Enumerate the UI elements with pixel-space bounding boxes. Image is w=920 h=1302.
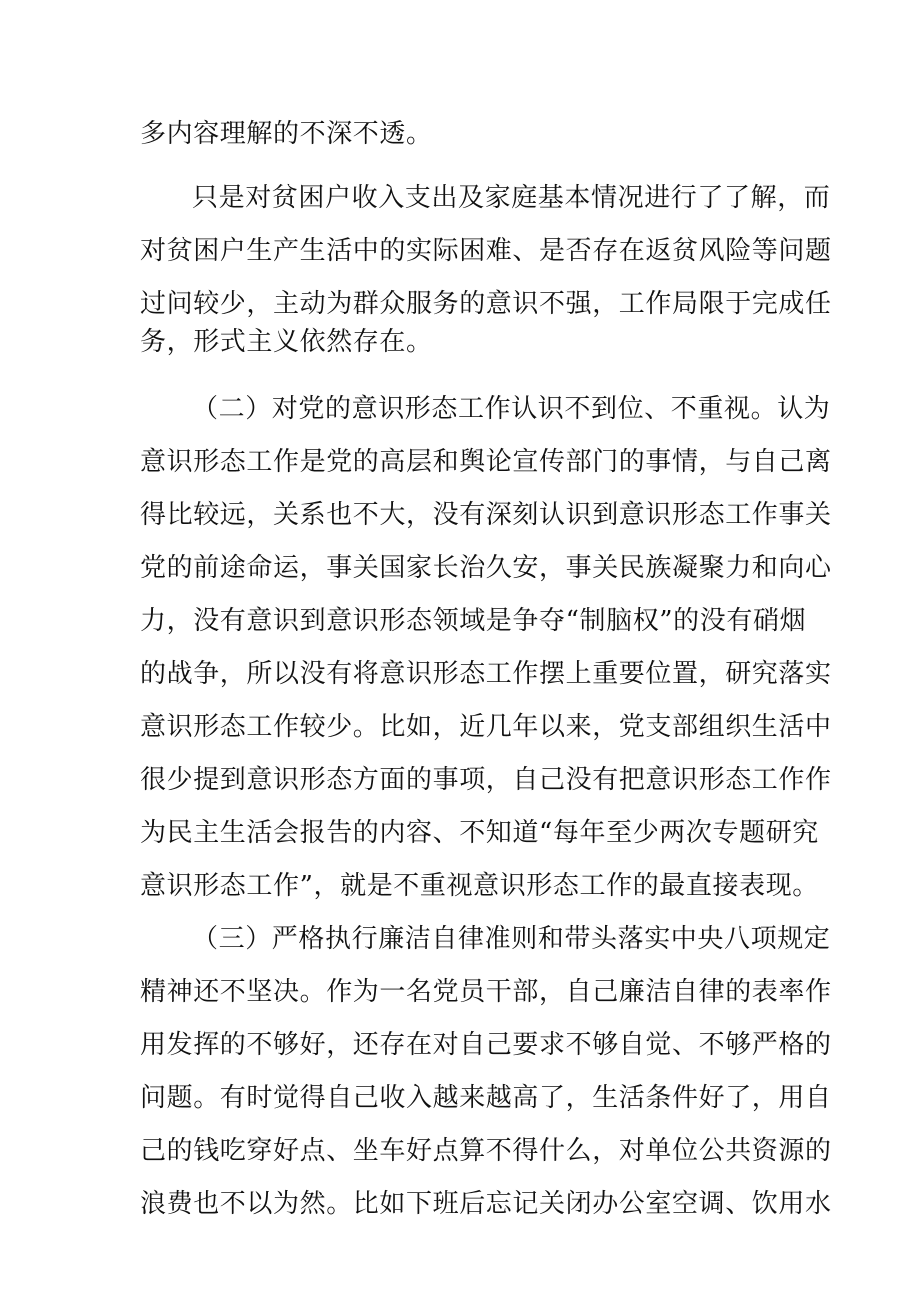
text-line: 意识形态工作”，就是不重视意识形态工作的最直接表现。 xyxy=(140,871,819,901)
text-line: 精神还不坚决。作为一名党员干部，自己廉洁自律的表率作 xyxy=(140,977,832,1007)
text-line: 的战争，所以没有将意识形态工作摆上重要位置，研究落实 xyxy=(140,659,832,689)
text-line: 对贫困户生产生活中的实际困难、是否存在返贫风险等问题 xyxy=(140,236,832,266)
text-line: 己的钱吃穿好点、坐车好点算不得什么，对单位公共资源的 xyxy=(140,1136,832,1166)
text-line: 党的前途命运，事关国家长治久安，事关民族凝聚力和向心 xyxy=(140,553,832,583)
text-line: 意识形态工作是党的高层和舆论宣传部门的事情，与自己离 xyxy=(140,447,832,477)
text-line: 很少提到意识形态方面的事项，自己没有把意识形态工作作 xyxy=(140,765,832,795)
text-line: 为民主生活会报告的内容、不知道“每年至少两次专题研究 xyxy=(140,818,819,848)
text-line: 务，形式主义依然存在。 xyxy=(140,327,433,357)
text-line: （二）对党的意识形态工作认识不到位、不重视。认为 xyxy=(192,394,831,424)
text-line: 只是对贫困户收入支出及家庭基本情况进行了了解，而 xyxy=(192,183,831,213)
text-line: 浪费也不以为然。比如下班后忘记关闭办公室空调、饮用水 xyxy=(140,1189,832,1219)
text-line: 意识形态工作较少。比如，近几年以来，党支部组织生活中 xyxy=(140,712,832,742)
text-line: （三）严格执行廉洁自律准则和带头落实中央八项规定 xyxy=(192,924,831,954)
text-line: 用发挥的不够好，还存在对自己要求不够自觉、不够严格的 xyxy=(140,1030,832,1060)
text-line: 力，没有意识到意识形态领域是争夺“制脑权”的没有硝烟 xyxy=(140,606,807,636)
text-line: 多内容理解的不深不透。 xyxy=(140,119,433,149)
text-line: 问题。有时觉得自己收入越来越高了，生活条件好了，用自 xyxy=(140,1083,832,1113)
text-line: 过问较少，主动为群众服务的意识不强，工作局限于完成任 xyxy=(140,289,832,319)
text-line: 得比较远，关系也不大，没有深刻认识到意识形态工作事关 xyxy=(140,500,832,530)
